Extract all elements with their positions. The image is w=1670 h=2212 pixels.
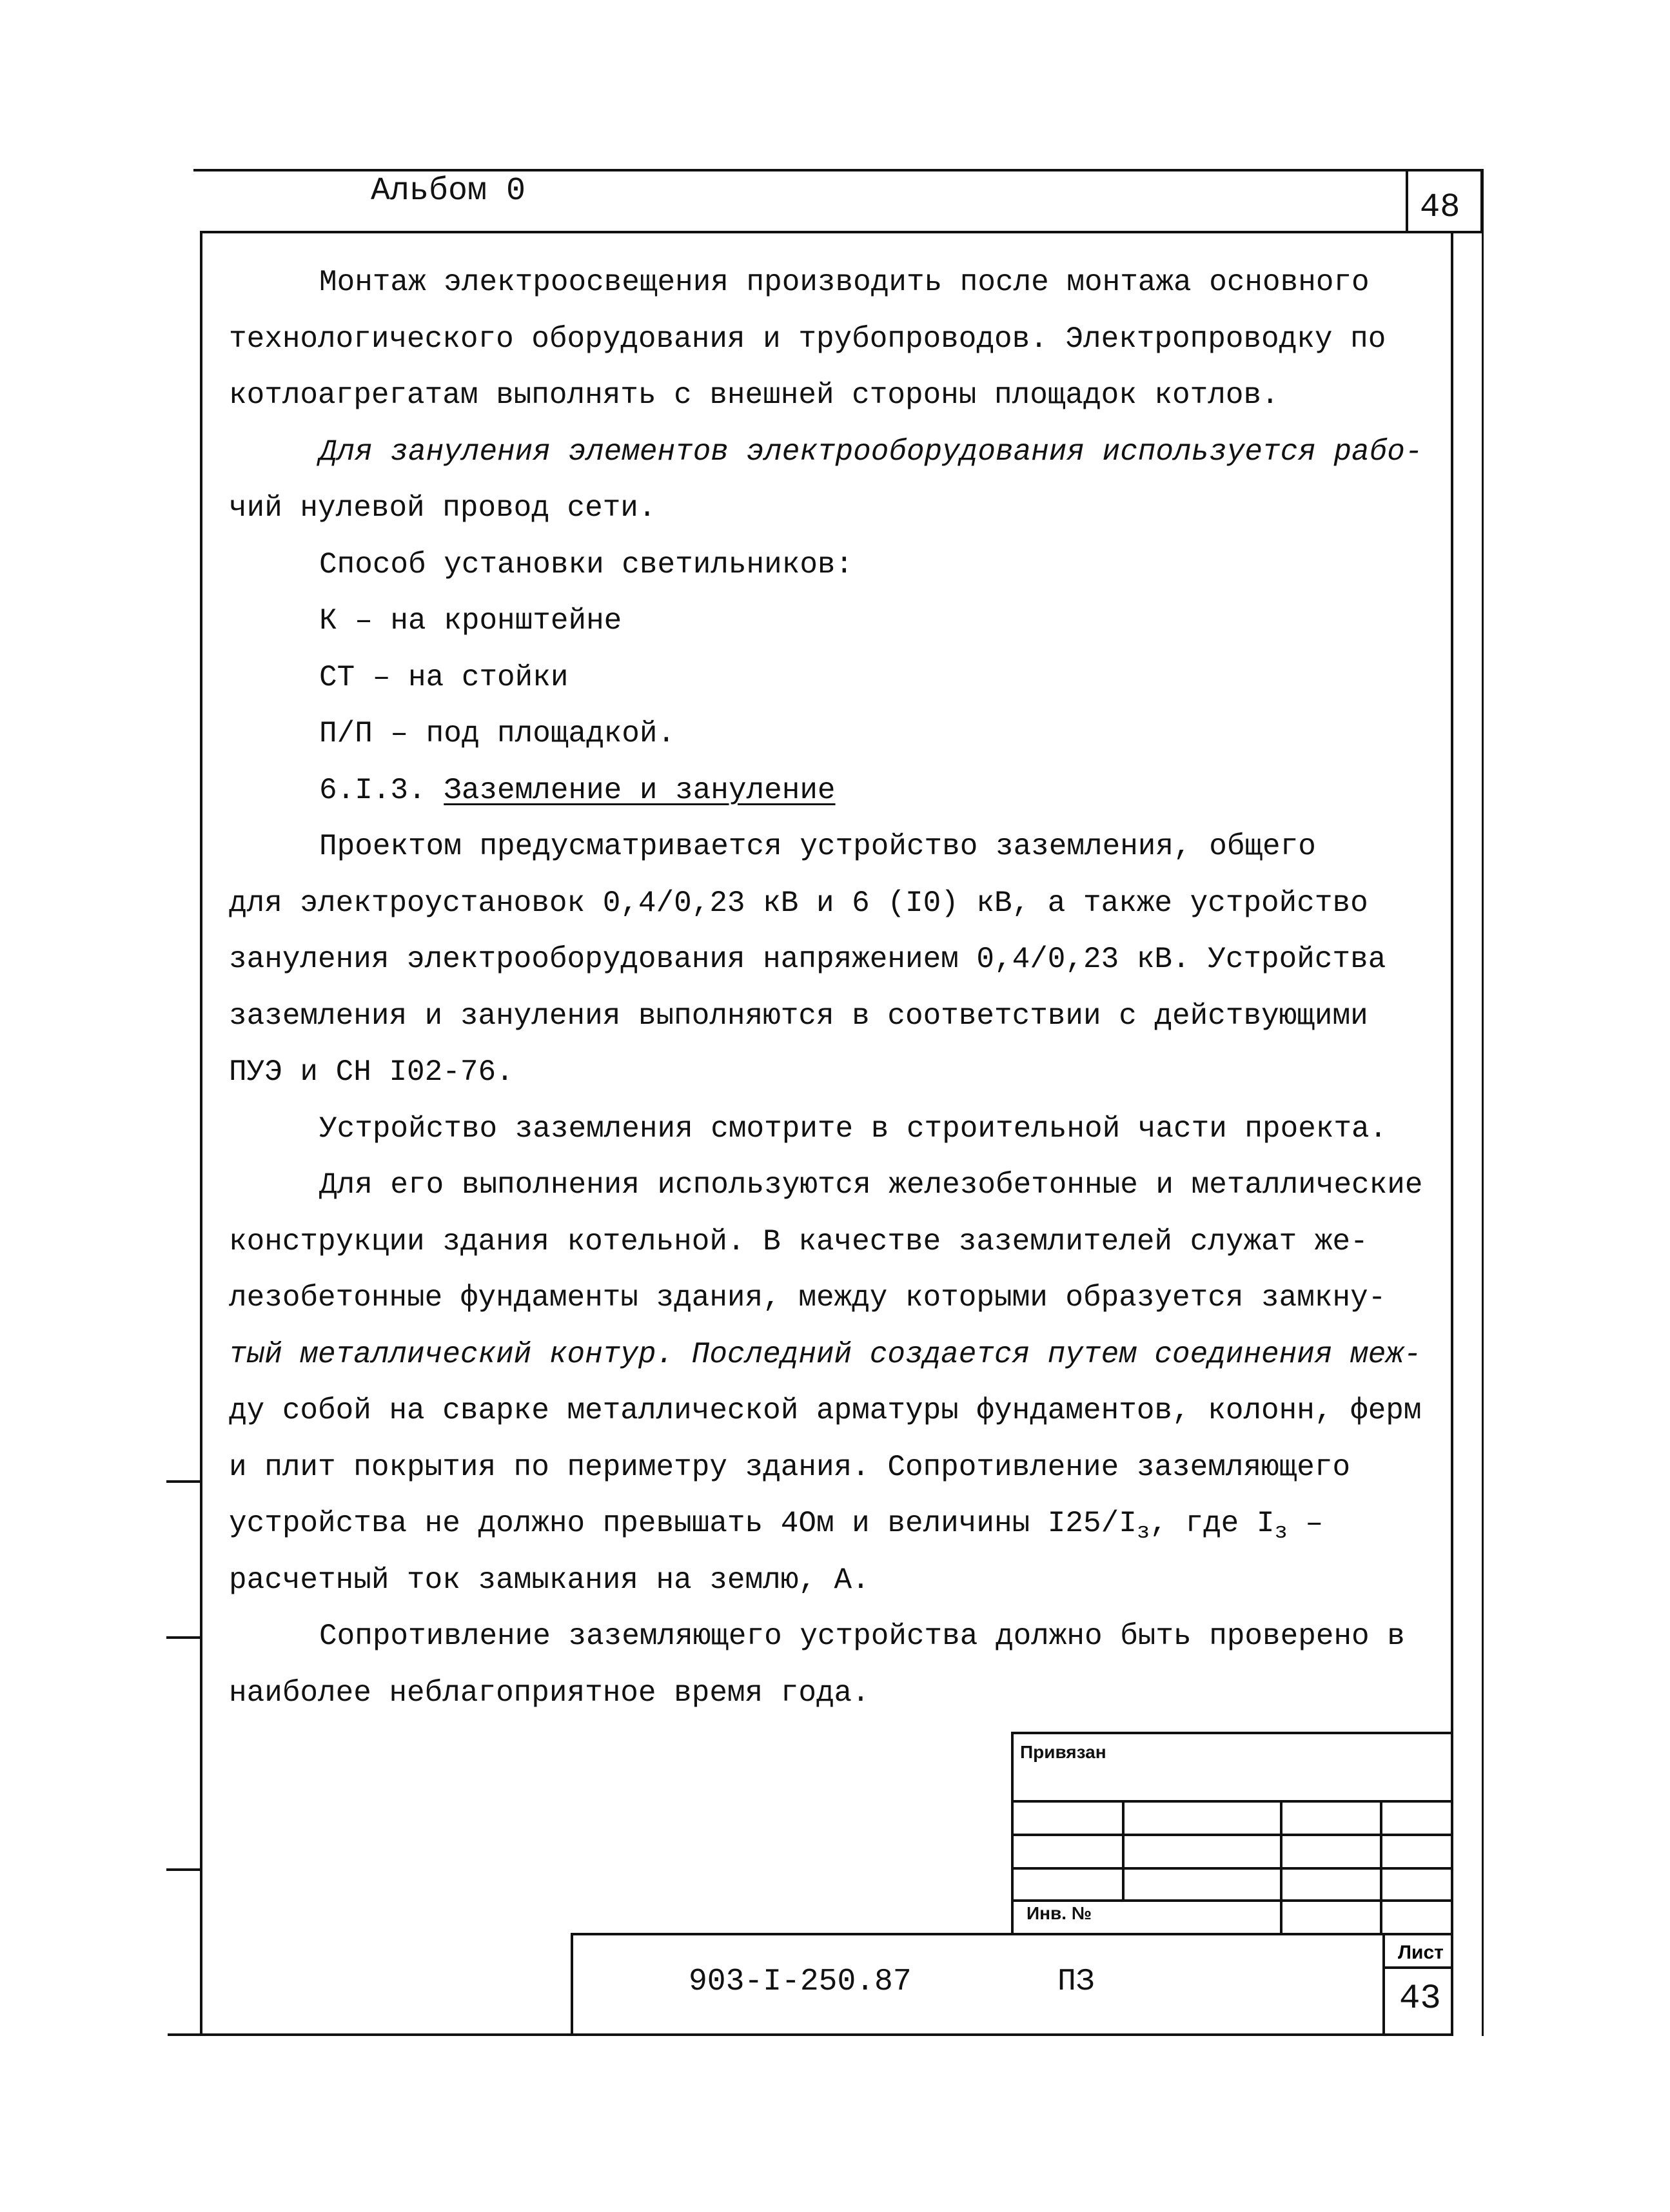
text-run: Способ установки светильников:	[319, 547, 854, 582]
margin-tick	[166, 1868, 202, 1871]
title-block-top	[571, 1933, 1453, 1935]
stamp-line	[1011, 1899, 1453, 1902]
text-line	[229, 1383, 1441, 1440]
text-line	[229, 932, 1441, 988]
stamp-line	[1011, 1732, 1453, 1734]
text-run: технологического оборудования и трубопроводов. Электропроводку по	[229, 322, 1386, 356]
frame-right-outer	[1482, 169, 1484, 2036]
title-block-left	[571, 1933, 573, 2036]
page-number: 48	[1420, 188, 1460, 226]
text-line	[229, 706, 1441, 763]
text-run: зануления электрооборудования напряжением 0,4/0,23 кВ. Устройства	[229, 943, 1386, 976]
text-line	[229, 1440, 1441, 1496]
document-section: ПЗ	[1057, 1964, 1095, 1999]
margin-tick	[166, 1480, 202, 1483]
margin-tick	[166, 1636, 202, 1639]
stamp-line	[1011, 1800, 1453, 1803]
text-run: Для зануления элементов электрооборудования используется рабо-	[319, 435, 1423, 469]
text-line	[229, 1609, 1441, 1665]
frame-bottom	[168, 2033, 1453, 2036]
text-line	[229, 367, 1441, 424]
text-line	[229, 763, 1441, 819]
text-run: заземления и зануления выполняются в соответствии с действующими	[229, 999, 1368, 1033]
stamp-line	[1280, 1800, 1282, 1935]
text-line	[229, 1157, 1441, 1214]
text-run: котлоагрегатам выполнять с внешней стороны площадок котлов.	[229, 378, 1279, 412]
text-run: лезобетонные фундаменты здания, между которыми образуется замкну-	[229, 1281, 1386, 1315]
frame-right	[1451, 231, 1453, 2036]
text-line	[229, 1552, 1441, 1609]
stamp-line	[1380, 1800, 1382, 1935]
text-line	[229, 537, 1441, 594]
sheet-number: 43	[1399, 1979, 1441, 2019]
text-run: конструкции здания котельной. В качестве заземлителей служат же-	[229, 1224, 1368, 1258]
stamp-line	[1011, 1867, 1453, 1870]
sheet-divider	[1382, 1966, 1453, 1969]
page-number-box	[1406, 169, 1483, 233]
text-run: ПУЭ и СН I02-76.	[229, 1055, 514, 1089]
text-run: для электроустановок 0,4/0,23 кВ и 6 (I0) кВ, а также устройство	[229, 886, 1368, 920]
frame-top	[200, 231, 1483, 233]
text-line	[229, 876, 1441, 932]
text-run: К – на кронштейне	[319, 604, 622, 638]
text-line	[229, 480, 1441, 537]
text-run: Монтаж электроосвещения производить после монтажа основного	[319, 266, 1370, 299]
text-line	[229, 593, 1441, 650]
text-run: 6.I.3.	[319, 773, 444, 807]
text-run: СТ – на стойки	[319, 660, 569, 694]
text-line	[229, 650, 1441, 707]
text-line	[229, 1101, 1441, 1158]
frame-left	[200, 231, 202, 2036]
text-line	[229, 1496, 1441, 1552]
text-run: устройства не должно превышать 4Ом и величины I25/I	[229, 1507, 1137, 1540]
text-run: , где I	[1150, 1507, 1275, 1540]
text-line	[229, 1327, 1441, 1384]
text-line	[229, 1044, 1441, 1101]
text-run: П/П – под площадкой.	[319, 717, 676, 750]
text-run: расчетный ток замыкания на землю, А.	[229, 1563, 870, 1597]
top-rule	[193, 169, 1483, 171]
bound-label: Привязан	[1020, 1742, 1106, 1762]
stamp-line	[1011, 1834, 1453, 1836]
title-block-divider	[1382, 1933, 1385, 2036]
text-run: Для его выполнения используются железобетонные и металлические	[319, 1168, 1423, 1202]
text-run: Сопротивление заземляющего устройства должно быть проверено в	[319, 1620, 1405, 1653]
text-run: Проектом предусматривается устройство заземления, общего	[319, 830, 1316, 863]
stamp-line	[1122, 1800, 1125, 1899]
body-text	[229, 255, 1441, 1721]
document-code: 903-I-250.87	[689, 1964, 912, 1999]
inv-label: Инв. №	[1027, 1903, 1092, 1923]
text-line	[229, 1665, 1441, 1722]
text-run: Заземление и зануление	[444, 773, 836, 807]
text-run: тый металлический контур. Последний создается путем соединения меж-	[229, 1337, 1422, 1371]
text-line	[229, 311, 1441, 368]
text-line	[229, 988, 1441, 1045]
text-run: –	[1287, 1507, 1324, 1540]
text-line	[229, 424, 1441, 481]
text-run: и плит покрытия по периметру здания. Сопротивление заземляющего	[229, 1450, 1351, 1484]
text-run: Устройство заземления смотрите в строительной части проекта.	[319, 1111, 1388, 1146]
subscript: з	[1136, 1520, 1150, 1545]
album-title: Альбом 0	[371, 173, 526, 210]
text-run: наиболее неблагоприятное время года.	[229, 1676, 870, 1710]
text-run: ду собой на сварке металлической арматуры фундаментов, колонн, ферм	[229, 1394, 1422, 1427]
sheet-label: Лист	[1398, 1942, 1444, 1963]
text-line	[229, 1214, 1441, 1271]
text-line	[229, 819, 1441, 876]
text-line	[229, 1270, 1441, 1327]
text-run: чий нулевой провод сети.	[229, 491, 656, 525]
subscript: з	[1274, 1520, 1288, 1545]
text-line	[229, 255, 1441, 311]
